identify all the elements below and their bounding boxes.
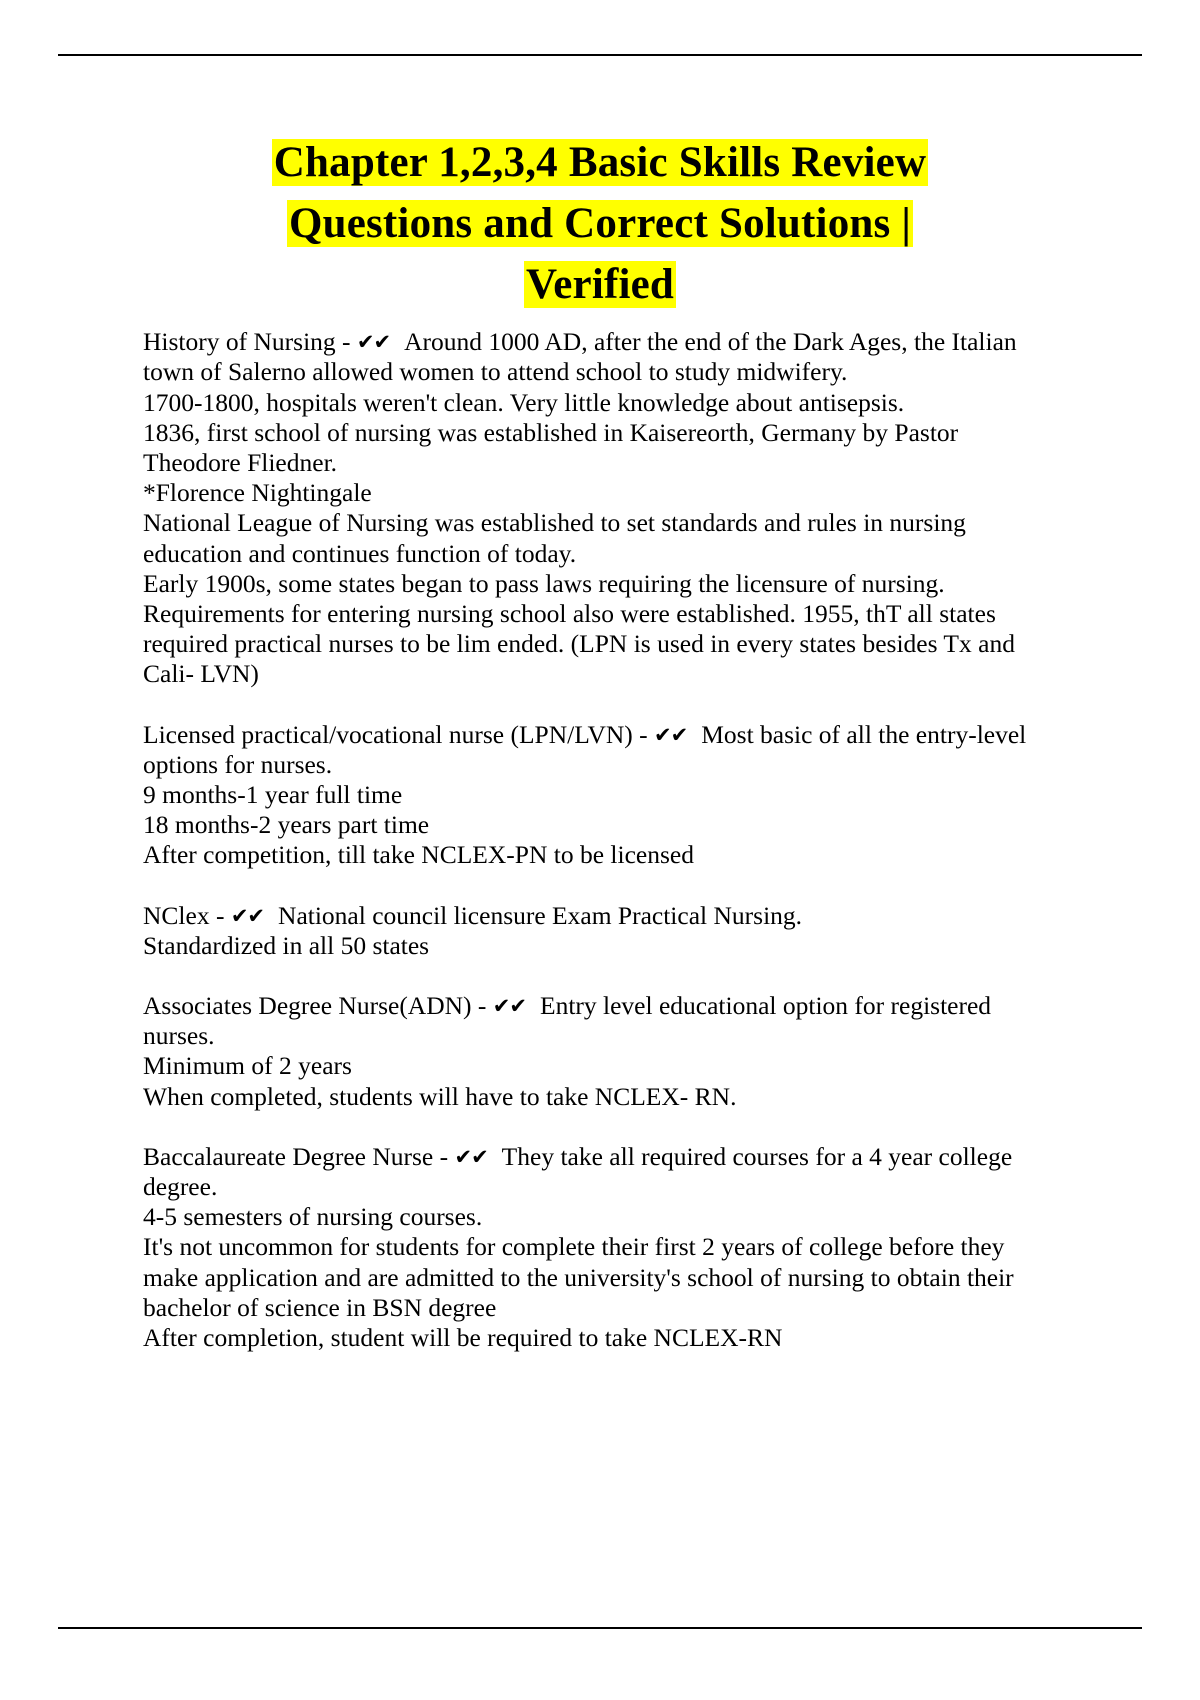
qa-answer-line-wrap bbox=[143, 388, 1057, 418]
qa-answer-line-wrap bbox=[143, 1051, 1057, 1081]
title-line-1: Chapter 1,2,3,4 Basic Skills Review bbox=[273, 139, 927, 186]
qa-entry bbox=[143, 327, 1057, 387]
page-title bbox=[143, 132, 1057, 315]
qa-answer-line: 18 months-2 years part time bbox=[143, 810, 430, 840]
qa-entry bbox=[143, 720, 1057, 780]
document-body bbox=[143, 327, 1057, 1353]
qa-answer-line: 4-5 semesters of nursing courses. bbox=[143, 1202, 483, 1232]
qa-answer-line-wrap bbox=[143, 780, 1057, 810]
section-spacer bbox=[143, 1112, 1057, 1142]
section-spacer bbox=[143, 690, 1057, 720]
qa-answer-line: They take all required courses for a 4 year college degree. bbox=[143, 1141, 1013, 1202]
checkmark-icon: ✔✔ bbox=[454, 1144, 488, 1169]
document-content bbox=[143, 132, 1057, 1353]
footer-divider bbox=[58, 1627, 1142, 1629]
qa-answer-line: Most basic of all the entry-level options for nurses. bbox=[143, 719, 1027, 779]
qa-answer-line: National council licensure Exam Practical Nursing. bbox=[278, 900, 803, 930]
qa-answer-line: 9 months-1 year full time bbox=[143, 779, 403, 809]
header-divider bbox=[58, 54, 1142, 56]
qa-answer-line-wrap bbox=[143, 1232, 1057, 1323]
checkmark-icon: ✔✔ bbox=[492, 994, 526, 1018]
qa-term: History of Nursing - bbox=[143, 327, 351, 357]
qa-answer-line-wrap bbox=[143, 1323, 1057, 1353]
qa-answer-line-wrap bbox=[143, 1202, 1057, 1232]
qa-answer-line: Around 1000 AD, after the end of the Dark Ages, the Italian town of Salerno allowed women to attend school to study midwifery. bbox=[143, 327, 1017, 387]
checkmark-icon: ✔✔ bbox=[230, 903, 265, 928]
qa-answer-line: Entry level educational option for registered nurses. bbox=[143, 991, 992, 1051]
qa-entry bbox=[143, 901, 1057, 931]
qa-answer-line-wrap bbox=[143, 1082, 1057, 1112]
qa-answer-line-wrap bbox=[143, 508, 1057, 568]
qa-answer-line: When completed, students will have to take NCLEX- RN. bbox=[143, 1081, 737, 1111]
qa-answer-line: 1836, first school of nursing was established in Kaisereorth, Germany by Pastor Theodore Fliedner. bbox=[143, 417, 959, 477]
qa-answer-line-wrap bbox=[143, 840, 1057, 870]
qa-answer-line: Minimum of 2 years bbox=[143, 1051, 352, 1081]
checkmark-icon: ✔✔ bbox=[356, 330, 391, 355]
qa-answer-line: It's not uncommon for students for complete their first 2 years of college before they make application and are admitted to the university's school of nursing to obtain their bachelor of science in BSN degree bbox=[143, 1232, 1014, 1322]
qa-answer-line-wrap bbox=[143, 810, 1057, 840]
qa-answer-line: National League of Nursing was established to set standards and rules in nursing education and continues function of today. bbox=[143, 508, 966, 568]
qa-answer-line: *Florence Nightingale bbox=[143, 478, 372, 508]
qa-answer-line: Standardized in all 50 states bbox=[143, 930, 430, 960]
qa-answer-line-wrap bbox=[143, 418, 1057, 478]
qa-term: Baccalaureate Degree Nurse - bbox=[143, 1141, 449, 1171]
qa-answer-line-wrap bbox=[143, 478, 1057, 508]
qa-answer-line: After competition, till take NCLEX-PN to be licensed bbox=[143, 840, 694, 870]
qa-entry bbox=[143, 1142, 1057, 1202]
title-line-2: Questions and Correct Solutions | bbox=[288, 200, 912, 248]
qa-answer-line-wrap bbox=[143, 931, 1057, 961]
section-spacer bbox=[143, 961, 1057, 991]
qa-term: Associates Degree Nurse(ADN) - bbox=[143, 991, 487, 1020]
qa-term: Licensed practical/vocational nurse (LPN/LVN) - bbox=[143, 719, 648, 749]
title-line-3: Verified bbox=[525, 261, 675, 309]
qa-answer-line: Early 1900s, some states began to pass laws requiring the licensure of nursing. Requirements for entering nursing school also were established. 1955, thT all states required practical nurses to be lim ended. (LPN is used in every states besides Tx and Cali- LVN) bbox=[143, 568, 1015, 689]
qa-answer-line-wrap bbox=[143, 569, 1057, 690]
qa-term: NClex - bbox=[143, 900, 225, 930]
qa-answer-line: 1700-1800, hospitals weren't clean. Very little knowledge about antisepsis. bbox=[143, 387, 905, 417]
checkmark-icon: ✔✔ bbox=[654, 722, 688, 747]
section-spacer bbox=[143, 871, 1057, 901]
qa-answer-line: After completion, student will be required to take NCLEX-RN bbox=[143, 1323, 783, 1353]
qa-entry bbox=[143, 991, 1057, 1051]
